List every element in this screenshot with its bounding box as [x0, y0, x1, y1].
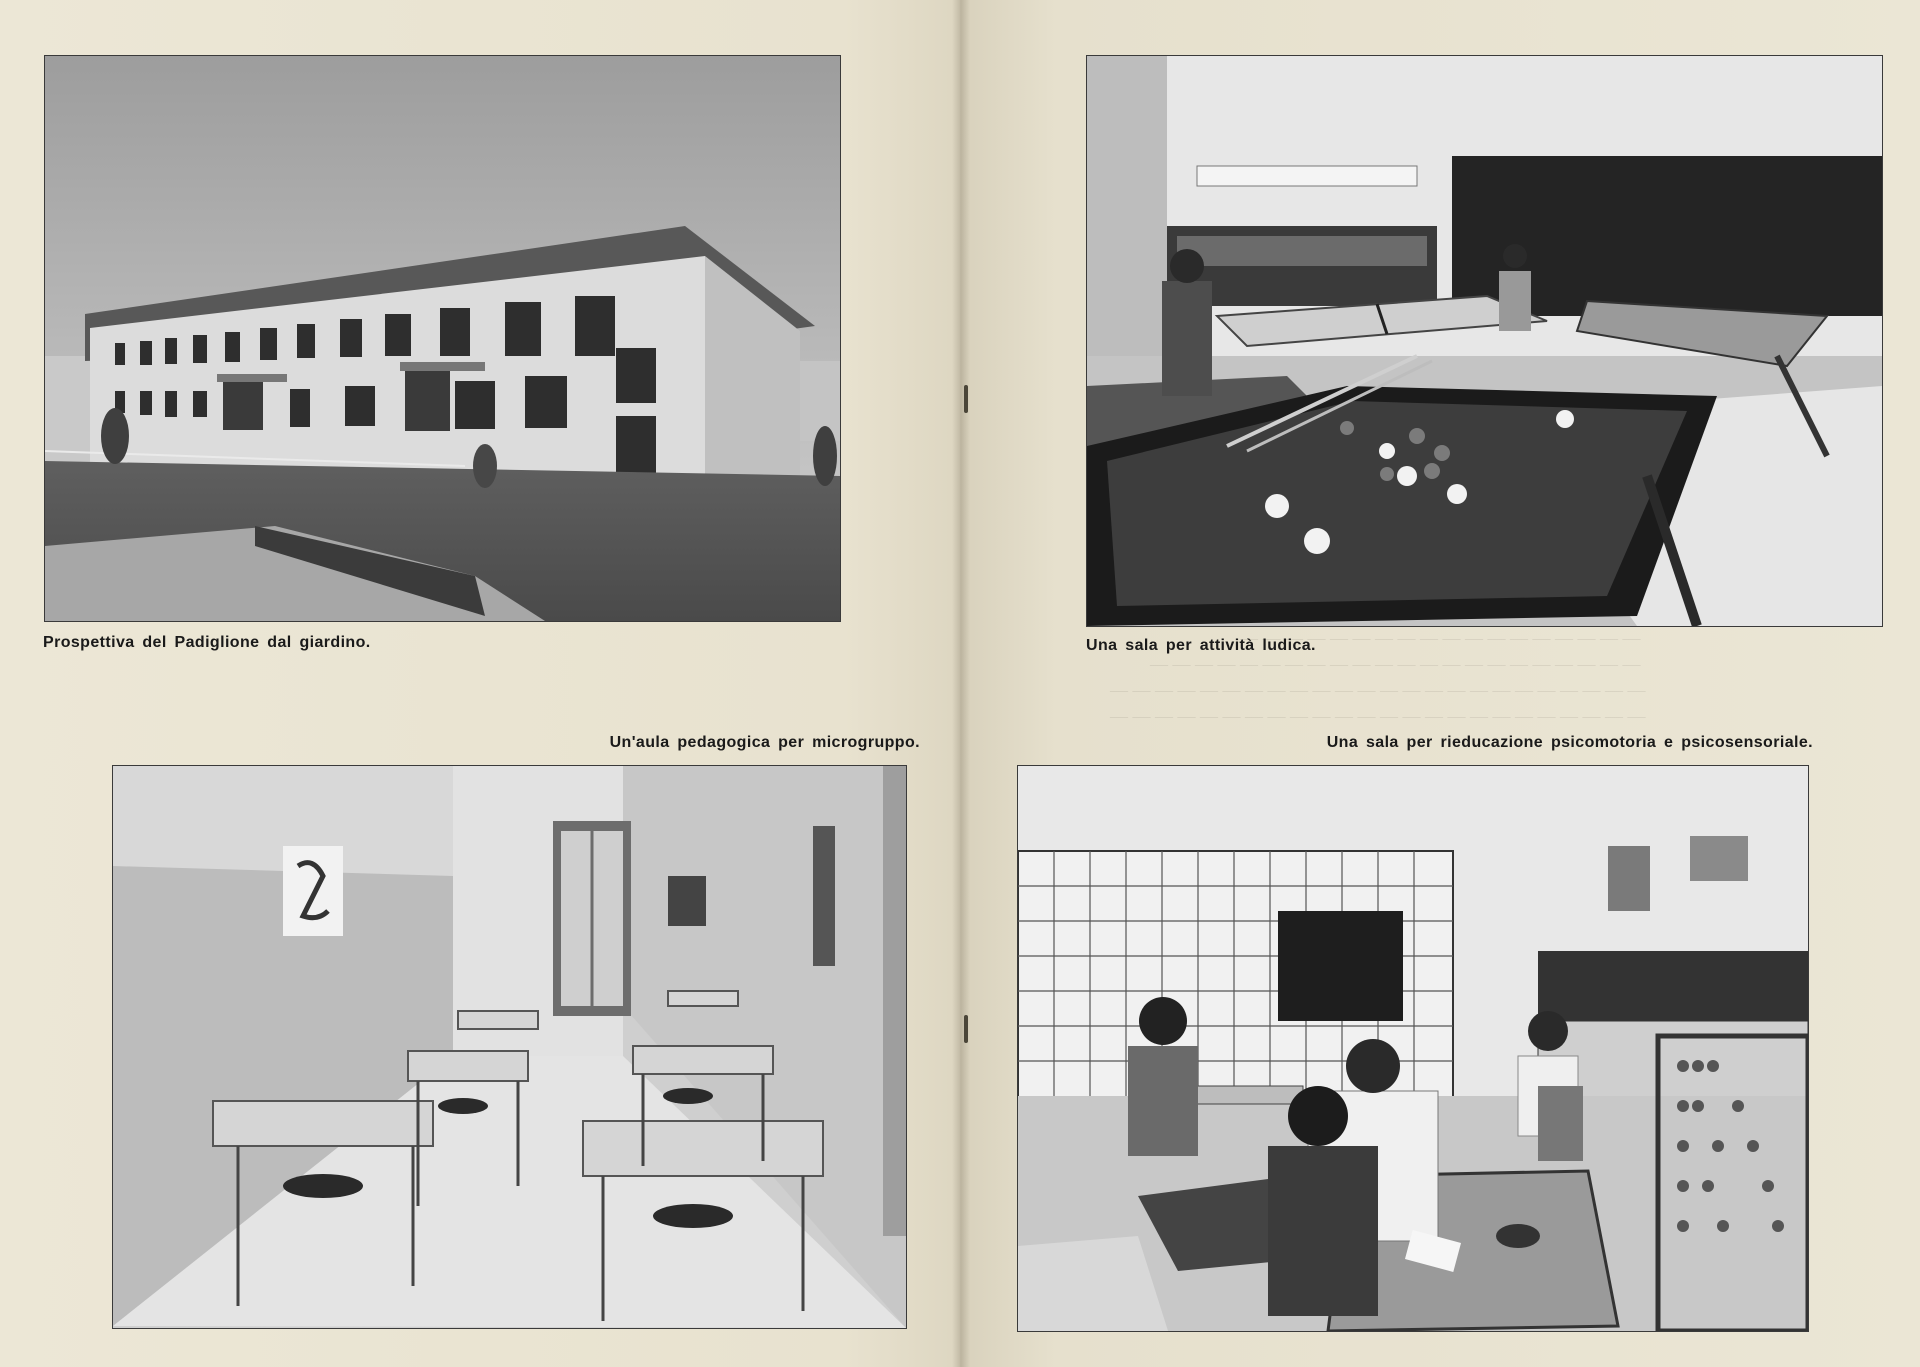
- staple-top: [964, 385, 968, 413]
- caption-pavilion-garden: Prospettiva del Padiglione dal giardino.: [43, 634, 371, 651]
- caption-game-room: Una sala per attività ludica.: [1086, 637, 1316, 654]
- caption-microgroup-classroom: Un'aula pedagogica per microgruppo.: [609, 734, 920, 751]
- show-through-line: — — — — — — — — — — — — — — — — — — — — — — — —: [1110, 680, 1646, 700]
- show-through-line: — — — — — — — — — — — — — — — — — — — — — —: [1150, 654, 1641, 674]
- photo-rehabilitation-room: [1017, 765, 1809, 1332]
- caption-rehabilitation-room: Una sala per rieducazione psicomotoria e psicosensoriale.: [1326, 734, 1813, 751]
- photo-microgroup-classroom: [112, 765, 907, 1329]
- staple-bottom: [964, 1015, 968, 1043]
- photo-game-room: [1086, 55, 1883, 627]
- show-through-line: — — — — — — — — — — — — — — — — — — — — — — — —: [1110, 706, 1646, 726]
- show-through-line: — — — — — — — — — — — — — — — — — —: [1240, 628, 1641, 648]
- photo-pavilion-garden: [44, 55, 841, 622]
- book-gutter: [952, 0, 970, 1367]
